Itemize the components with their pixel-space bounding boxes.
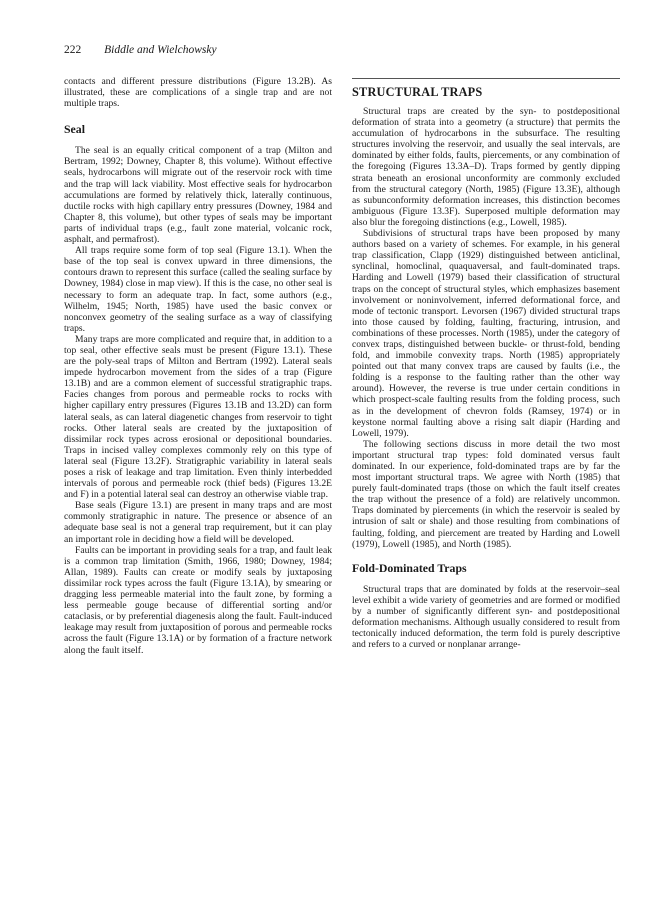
seal-paragraph: Base seals (Figure 13.1) are present in many traps and are most commonly stratigraphic in nature. The presence or absence of an adequate base seal is not a general trap requirement, but it can play an important role in deciding how a field will be developed. — [64, 500, 332, 545]
structural-traps-heading: STRUCTURAL TRAPS — [352, 85, 483, 99]
page-number: 222 — [64, 44, 82, 56]
fold-dominated-heading: Fold-Dominated Traps — [352, 560, 467, 575]
running-head-authors: Biddle and Wielchowsky — [104, 44, 217, 56]
fold-paragraph: Structural traps that are dominated by folds at the reservoir–seal level exhibit a wide variety of geometries and are formed or modified by a number of significantly different syn- and postdepositional deformation mechanisms. Although usually considered to result from tectonically induced deformation, the term fold is purely descriptive and refers to a curved or nonplanar arrange- — [352, 583, 620, 651]
right-column — [352, 76, 620, 650]
structural-paragraph: Structural traps are created by the syn- to postdepositional deformation of strata into a geometry (a structure) that permits the accumulation of hydrocarbons in the subsurface. The resulting structures involving the reservoir, and usually the seal intervals, are dominated by either folds, faults, piercements, or any combination of the foregoing (Figures 13.3A–D). Traps formed by gently dipping strata beneath an erosional unconformity are commonly excluded from the structural category (North, 1985) (Figure 13.3E), although as subunconformity deformation increases, this distinction becomes ambiguous (Figure 13.3F). Superposed multiple deformation may also blur the foregoing distinctions (e.g., Lowell, 1985). — [352, 106, 620, 228]
seal-paragraph: All traps require some form of top seal (Figure 13.1). When the base of the top seal is convex upward in three dimensions, the contours drawn to represent this surface (called the sealing surface by Downey, 1984) close in map view). If this is the case, no other seal is necessary to form an adequate trap. In fact, some authors (e.g., Wilhelm, 1945; North, 1985) have used the basic convex or nonconvex geometry of the sealing surface as a way of classifying traps. — [64, 245, 332, 334]
left-column — [64, 76, 332, 656]
seal-paragraph: Many traps are more complicated and require that, in addition to a top seal, other effective seals must be present (Figure 13.1). These are the poly-seal traps of Milton and Bertram (1992). Lateral seals impede hydrocarbon movement from the sides of a trap (Figure 13.1B) and are a common element of successful stratigraphic traps. Facies changes from porous and permeable rocks to rocks with higher capillary entry pressures (Figures 13.1B and 13.2D) can form lateral seals, as can lateral diagenetic changes from reservoir to tight rocks. Other lateral seals are created by the juxtaposition of dissimilar rock types across erosional or depositional boundaries. Traps in incised valley complexes commonly rely on this type of lateral seal (Figure 13.2F). Stratigraphic variability in lateral seals poses a risk of leakage and trap limitation. Even thinly interbedded intervals of porous and permeable rock (thief beds) (Figures 13.2E and F) in a potential lateral seal can destroy an otherwise viable trap. — [64, 333, 332, 501]
intro-paragraph: contacts and different pressure distributions (Figure 13.2B). As illustrated, these are complications of a single trap and are not multiple traps. — [64, 76, 332, 110]
structural-paragraph: The following sections discuss in more detail the two most important structural trap types: fold dominated versus fault dominated. In our experience, fold-dominated traps are by far the most important structural traps. We agree with North (1985) that purely fault-dominated traps (those on which the fault itself creates the trap without the presence of a fold) are relatively uncommon. Traps dominated by piercements (in which the reservoir is sealed by intrusion of salt or shale) and those resulting from combinations of faulting, folding, and piercement are treated by Harding and Lowell (1979), Lowell (1985), and North (1985). — [352, 438, 620, 550]
structural-paragraph: Subdivisions of structural traps have been proposed by many authors based on a variety of schemes. For example, in his general trap classification, Clapp (1929) distinguished between anticlinal, synclinal, homoclinal, quaquaversal, and fault-dominated traps. Harding and Lowell (1979) based their classification of structural traps on the concept of structural styles, which emphasizes basement involvement or noninvolvement, inferred deformational force, and mode of tectonic transport. Levorsen (1967) divided structural traps into those caused by folding, faulting, fracturing, intrusion, and combinations of these processes. North (1985), under the category of convex traps, distinguished between buckle- or thrust-fold, bending fold, and immobile convexity traps. North (1985) appropriately pointed out that many convex traps are caused by faults (i.e., the folding is a response to the faulting rather than the other way around). However, the reverse is true under certain conditions in which prospect-scale faulting results from the folding process, such as in the development of chevron folds (Ramsey, 1974) or in keystone normal faulting above a rising salt diapir (Harding and Lowell, 1979). — [352, 228, 620, 439]
running-head — [64, 44, 217, 56]
section-rule — [352, 78, 620, 79]
seal-paragraph: The seal is an equally critical component of a trap (Milton and Bertram, 1992; Downey, Chapter 8, this volume). Without effective seals, hydrocarbons will migrate out of the reservoir rock with time and the trap will lack viability. Most effective seals for hydrocarbon accumulations are formed by relatively thick, laterally continuous, ductile rocks with high capillary entry pressures (Downey, 1984 and Chapter 8, this volume), but other types of seals may be important parts of individual traps (e.g., fault zone material, volcanic rock, asphalt, and permafrost). — [64, 145, 332, 246]
seal-heading: Seal — [64, 122, 85, 137]
seal-paragraph: Faults can be important in providing seals for a trap, and fault leak is a common trap limitation (Smith, 1966, 1980; Downey, 1984; Allan, 1989). Faults can create or modify seals by juxtaposing dissimilar rock types across the fault (Figure 13.1A), by smearing or dragging less permeable material into the fault zone, by forming a less permeable gouge because of differential sorting and/or cataclasis, or by preferential diagenesis along the fault. Fault-induced leakage may result from juxtaposition of porous and permeable rocks across the fault (Figure 13.1A) or by formation of a fracture network along the fault itself. — [64, 544, 332, 656]
